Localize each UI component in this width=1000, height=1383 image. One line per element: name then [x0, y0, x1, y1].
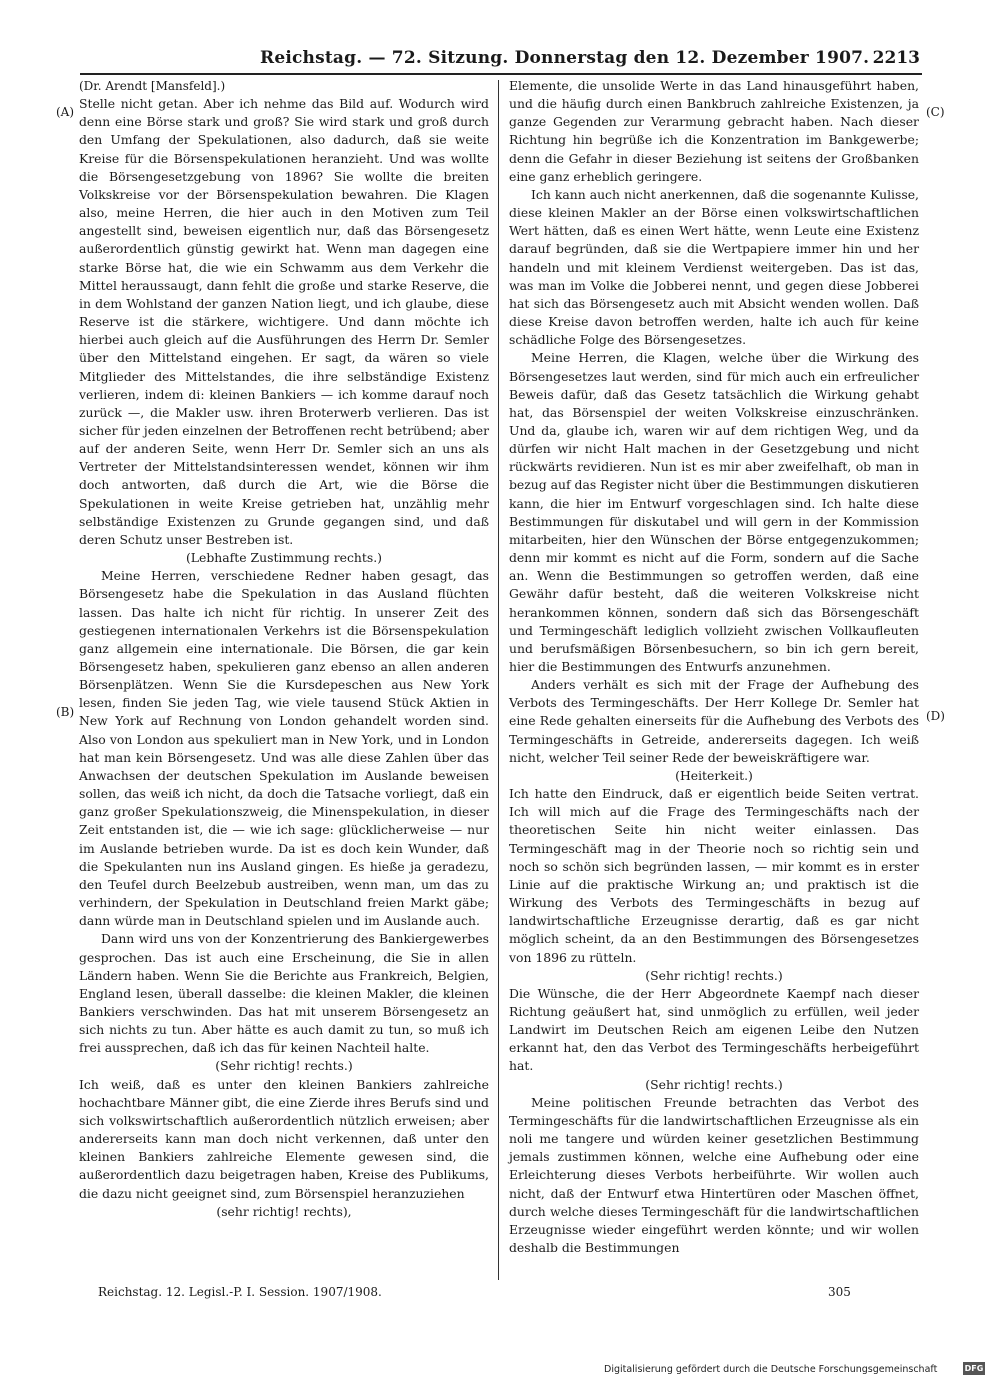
margin-marker-b: (B) — [56, 705, 75, 719]
paragraph: Ich weiß, daß es unter den kleinen Bankiers zahlreiche hochachtbare Männer gibt, die eine Zierde ihres Berufs sind und sich volkswirtschaftlich außerordentlich nützlich erweisen; aber andererseits kann man doch nicht verkennen, daß unter den kleinen Bankiers zahlreiche Elemente gewesen sind, die außerordentlich dazu beigetragen haben, Kreise des Publikums, die dazu nicht geeignet sind, zum Börsenspiel heranzuziehen — [79, 1076, 489, 1201]
right-column — [509, 77, 919, 1257]
dfg-logo: DFG — [964, 1364, 984, 1373]
paragraph: Anders verhält es sich mit der Frage der Aufhebung des Verbots des Termingeschäfts. Der Herr Kollege Dr. Semler hat eine Rede gehalten einerseits für die Aufhebung des Verbots des Termingeschäfts in Getreide, andererseits dagegen. Ich weiß nicht, welcher Teil seiner Rede der beweiskräftigere war. — [509, 677, 919, 765]
paragraph: Elemente, die unsolide Werte in das Land hinausgeführt haben, und die häufig durch einen Bankbruch zahlreiche Existenzen, ja ganze Gegenden zur Verarmung gebracht haben. Nach dieser Richtung hin begrüße ich die Konzentration im Bankgewerbe; denn die Gefahr in dieser Beziehung ist seitens der Großbanken eine ganz erheblich geringere. — [509, 78, 919, 184]
page-header — [80, 46, 920, 72]
paragraph: Meine Herren, die Klagen, welche über die Wirkung des Börsengesetzes laut werden, sind für mich auch ein erfreulicher Beweis dafür, daß das Gesetz tatsächlich die Wirkung gehabt hat, das Börsenspiel der weiten Volkskreise einzuschränken. Und da, glaube ich, waren wir auf dem richtigen Weg, und da dürfen wir nicht Halt machen in der Gesetzgebung und nicht rückwärts revidieren. Nun ist es mir aber zweifelhaft, ob man in bezug auf das Register nicht über die Bestimmungen diskutieren kann, die hier im Entwurf vorgeschlagen sind. Ich halte diese Bestimmungen für diskutabel und will gern in der Kommission mitarbeiten, hier den Wünschen der Börse entgegenzukommen; denn mir kommt es nicht auf die Form, sondern auf die Sache an. Wenn die Bestimmungen so getroffen werden, daß eine Gewähr dafür besteht, daß die weiteren Volkskreise nicht herankommen können, sondern daß sich das Börsengeschäft und Termingeschäft lediglich vollzieht zwischen Vollkaufleuten und berufsmäßigen Börsenbesuchern, so bin ich gern bereit, hier die Bestimmungen des Entwurfs anzunehmen. — [509, 350, 919, 674]
interjection: (Sehr richtig! rechts.) — [645, 967, 783, 983]
paragraph: Meine politischen Freunde betrachten das Verbot des Termingeschäfts für die landwirtschaftlichen Erzeugnisse als ein noli me tangere und würden keiner gesetzlichen Bestimmung jemals zustimmen können, welche eine Aufhebung oder eine Erleichterung dieses Verbots herbeiführte. Wir wollen auch nicht, daß der Entwurf etwa Hintertüren oder Maschen öffnet, durch welche dieses Termingeschäft für die landwirtschaftlichen Erzeugnisse wieder eingeführt werden könnte; und wir wollen deshalb die Bestimmungen — [509, 1094, 919, 1255]
margin-marker-c: (C) — [926, 105, 945, 119]
paragraph: Meine Herren, verschiedene Redner haben gesagt, das Börsengesetz habe die Spekulation in das Ausland flüchten lassen. Das halte ich nicht für richtig. In unserer Zeit des gestiegenen internationalen Verkehrs ist die Börsenspekulation ganz allgemein eine internationale. Die Börsen, die gar kein Börsengesetz haben, spekulieren ganz ebenso an allen anderen Börsenplätzen. Wenn Sie die Kursdepeschen aus New York lesen, finden Sie jeden Tag, wie viele tausend Stück Aktien in New York auf Rechnung von London gehandelt worden sind. Also von London aus spekuliert man in New York, und in London hat man kein Börsengesetz. Und was alle diese Zahlen über das Anwachsen der deutschen Spekulation im Auslande beweisen sollen, das weiß ich nicht, da doch die Tatsache vorliegt, daß ein ganz großer Spekulationszweig, die Minenspekulation, in dieser Zeit entstanden ist, die — wie ich sage: glücklicherweise — nur im Auslande betrieben wurde. Da ist es doch kein Wunder, daß die Spekulanten nun ins Ausland gingen. Es hieße ja geradezu, den Teufel durch Beelzebub austreiben, wenn man, um das zu verhindern, der Spekulation in Deutschland freien Markt gäbe; dann würde man in Deutschland spielen und im Auslande auch. — [79, 568, 489, 929]
interjection: (Sehr richtig! rechts.) — [645, 1076, 783, 1092]
digitization-credit: Digitalisierung gefördert durch die Deutsche Forschungsgemeinschaft — [604, 1364, 938, 1375]
header-title: Reichstag. — 72. Sitzung. Donnerstag den 12. Dezember 1907. — [260, 48, 870, 68]
interjection: (Sehr richtig! rechts.) — [215, 1058, 353, 1074]
page-number: 2213 — [872, 48, 920, 68]
paragraph: Ich kann auch nicht anerkennen, daß die sogenannte Kulisse, diese kleinen Makler an der Börse einen volkswirtschaftlichen Wert hätten, daß es einen Wert hätte, wenn Leute eine Existenz darauf begründen, daß sie die Wertpapiere immer hin und her handeln und mit kleinem Verdienst weitergeben. Das ist das, was man im Volke die Jobberei nennt, und gegen diese Jobberei hat sich das Börsengesetz auch mit Absicht wenden wollen. Daß diese Kreise davon betroffen werden, halte ich auch für keine schädliche Folge des Börsengesetzes. — [509, 186, 919, 348]
column-divider — [498, 80, 499, 1280]
paragraph: Ich hatte den Eindruck, daß er eigentlich beide Seiten vertrat. Ich will mich auf die Frage des Termingeschäfts nach der theoretischen Seite hin nicht weiter einlassen. Das Termingeschäft mag in der Theorie noch so richtig sein und noch so schön sich begründen lassen, — mir kommt es in erster Linie auf die praktische Wirkung an; und praktisch ist die Wirkung des Verbots des Termingeschäfts in bezug auf landwirtschaftliche Erzeugnisse derartig, daß es gar nicht möglich scheint, da an den Bestimmungen des Börsengesetzes von 1896 zu rütteln. — [509, 786, 919, 965]
paragraph: Die Wünsche, die der Herr Abgeordnete Kaempf nach dieser Richtung geäußert hat, sind unmöglich zu erfüllen, weil jeder Landwirt im Deutschen Reich am eigenen Leibe den Nutzen erkannt hat, den das Verbot des Termingeschäfts herbeigeführt hat. — [509, 985, 919, 1074]
header-rule — [80, 73, 922, 75]
footer-session: Reichstag. 12. Legisl.-P. I. Session. 1907/1908. — [98, 1285, 382, 1299]
interjection: (Heiterkeit.) — [675, 767, 753, 783]
speaker-line: (Dr. Arendt [Mansfeld].) — [79, 79, 226, 93]
paragraph: Dann wird uns von der Konzentrierung des Bankiergewerbes gesprochen. Das ist auch eine Erscheinung, die Sie in allen Ländern haben. Wenn Sie die Berichte aus Frankreich, Belgien, England lesen, überall dasselbe: die kleinen Makler, die kleinen Bankiers verschwinden. Das hat mit unserem Börsengesetz an sich nichts zu tun. Aber hätte es auch damit zu tun, so muß ich frei aussprechen, daß ich das für keinen Nachteil halte. — [79, 931, 489, 1056]
interjection: (sehr richtig! rechts), — [216, 1203, 352, 1219]
margin-marker-d: (D) — [926, 709, 945, 723]
paragraph: Stelle nicht getan. Aber ich nehme das Bild auf. Wodurch wird denn eine Börse stark und groß? Sie wird stark und groß durch den Umfang der Spekulationen, also dadurch, daß sie weite Kreise für die Börsenspekulationen heranzieht. Und was wollte die Börsengesetzgebung von 1896? Sie wollte die breiten Volkskreise vor der Börsenspekulation bewahren. Die Klagen also, meine Herren, die hier auch in den Motiven zum Teil angestellt sind, beweisen eigentlich nur, daß das Börsengesetz außerordentlich günstig gewirkt hat. Wenn man dagegen eine starke Börse hat, die wie ein Schwamm aus dem Verkehr die Mittel heraussaugt, dann fehlt die große und starke Reserve, die in dem Wohlstand der ganzen Nation liegt, und ich glaube, diese Reserve ist die stärkere, wichtigere. Und dann möchte ich hierbei auch gleich auf die Ausführungen des Herrn Dr. Semler über den Mittelstand eingehen. Er sagt, da wären so viele Mitglieder des Mittelstandes, die ihre selbständige Existenz verlieren, indem di: kleinen Bankiers — ich komme darauf noch zurück —, die Makler usw. ihren Broterwerb verlieren. Das ist sicher für jeden einzelnen der Betroffenen recht betrübend; aber auf der anderen Seite, wenn Herr Dr. Semler sich an uns als Vertreter der Mittelstandsinteressen wendet, können wir ihm doch antworten, daß durch die Art, wie die Börse die Spekulationen in weite Kreise getrieben hat, unzählig mehr selbständige Existenzen zu Grunde gegangen sind, und daß deren Schutz unser Bestreben ist. — [79, 96, 489, 547]
margin-marker-a: (A) — [56, 105, 75, 119]
left-column — [79, 77, 489, 1221]
interjection: (Lebhafte Zustimmung rechts.) — [185, 550, 383, 566]
footer-sheet-number: 305 — [828, 1285, 851, 1299]
